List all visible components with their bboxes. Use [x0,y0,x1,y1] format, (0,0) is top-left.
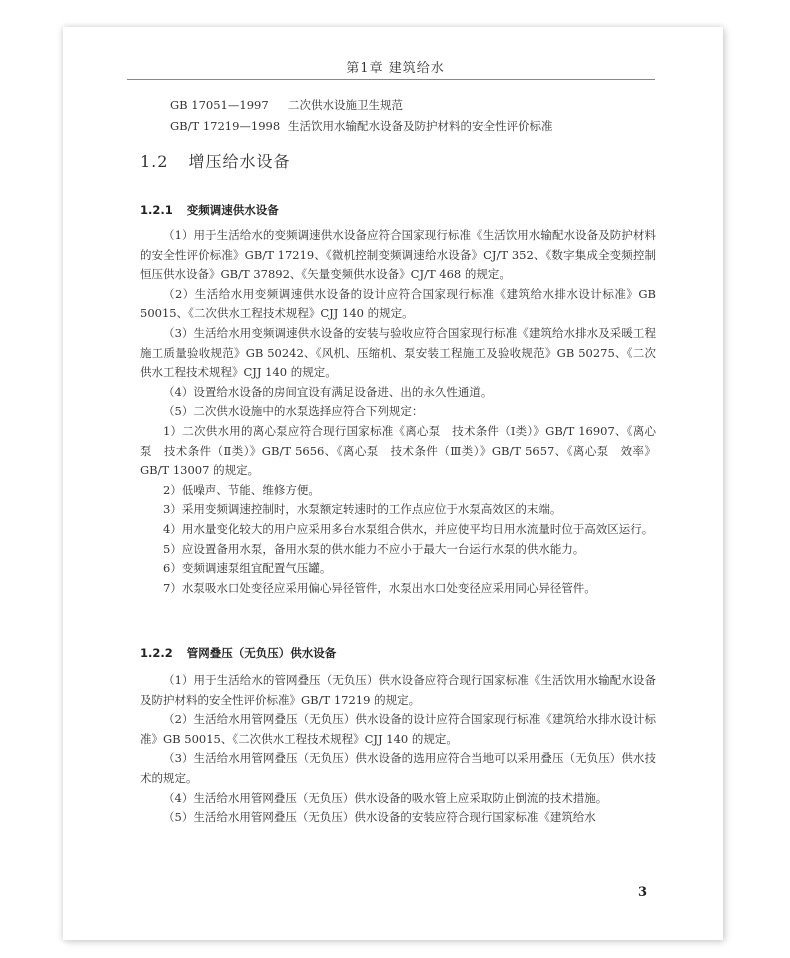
list-item: 5）应设置备用水泵，备用水泵的供水能力不应小于最大一台运行水泵的供水能力。 [163,541,585,556]
standards-list [170,95,553,137]
paragraph: （3）生活给水用变频调速供水设备的安装与验收应符合国家现行标准《建筑给水排水及采暖工程施工质量验收规范》GB 50242、《风机、压缩机、泵安装工程施工及验收规范》GB 50275、《二次供水工程技术规程》CJJ 140 的规定。 [140,325,656,380]
paragraph: （5）生活给水用管网叠压（无负压）供水设备的安装应符合现行国家标准《建筑给水 [163,810,596,825]
list-item: 4）用水量变化较大的用户应采用多台水泵组合供水，并应使平均日用水流量时位于高效区运行。 [163,521,654,536]
paragraph: （2）生活给水用管网叠压（无负压）供水设备的设计应符合国家现行标准《建筑给水排水设计标准》GB 50015、《二次供水工程技术规程》CJJ 140 的规定。 [140,712,656,746]
document-page [63,27,723,940]
list-item: 1）二次供水用的离心泵应符合现行国家标准《离心泵 技术条件（Ⅰ类）》GB/T 16907、《离心泵 技术条件（Ⅱ类）》GB/T 5656、《离心泵 技术条件（Ⅲ类）》GB/T 5657、《离心泵 效率》GB/T 13007 的规定。 [140,423,656,478]
paragraph: （1）用于生活给水的管网叠压（无负压）供水设备应符合现行国家标准《生活饮用水输配水设备及防护材料的安全性评价标准》GB/T 17219 的规定。 [140,673,656,707]
subsection-heading [140,202,279,218]
subsection-heading [140,645,336,661]
standard-code: GB 17051—1997 [170,98,269,112]
subsection-body [140,226,656,598]
list-item: 3）采用变频调速控制时，水泵额定转速时的工作点应位于水泵高效区的末端。 [163,502,562,517]
section-number: 1.2 [140,152,169,171]
subsection-number: 1.2.1 [140,203,173,217]
section-heading [140,149,290,172]
paragraph: （3）生活给水用管网叠压（无负压）供水设备的选用应符合当地可以采用叠压（无负压）供水技术的规定。 [140,751,656,785]
page-number: 3 [638,885,648,900]
list-item: 6）变频调速泵组宜配置气压罐。 [163,561,332,576]
list-item: 2）低噪声、节能、维修方便。 [163,482,320,497]
paragraph: （1）用于生活给水的变频调速供水设备应符合国家现行标准《生活饮用水输配水设备及防护材料的安全性评价标准》GB/T 17219、《微机控制变频调速给水设备》CJ/T 352、《数字集成全变频控制恒压供水设备》GB/T 37892、《矢量变频供水设备》CJ/T 468 的规定。 [140,228,656,282]
standard-row [170,95,553,116]
paragraph: （4）设置给水设备的房间宜设有满足设备进、出的永久性通道。 [163,384,493,399]
standard-row [170,116,553,137]
standard-code: GB/T 17219—1998 [170,119,281,133]
paragraph: （5）二次供水设施中的水泵选择应符合下列规定： [163,404,424,419]
subsection-title: 变频调速供水设备 [186,203,279,217]
paragraph: （4）生活给水用管网叠压（无负压）供水设备的吸水管上应采取防止倒流的技术措施。 [163,790,608,805]
section-title: 增压给水设备 [188,152,291,171]
standard-title: 生活饮用水输配水设备及防护材料的安全性评价标准 [288,119,553,133]
running-head: 第1章 建筑给水 [346,61,445,76]
standard-title: 二次供水设施卫生规范 [288,98,403,112]
subsection-number: 1.2.2 [140,646,173,660]
paragraph: （2）生活给水用变频调速供水设备的设计应符合国家现行标准《建筑给水排水设计标准》GB 50015、《二次供水工程技术规程》CJJ 140 的规定。 [140,286,656,321]
subsection-body [140,671,656,828]
header-rule [127,79,655,80]
list-item: 7）水泵吸水口处变径应采用偏心异径管件，水泵出水口处变径应采用同心异径管件。 [163,580,596,595]
subsection-title: 管网叠压（无负压）供水设备 [186,646,337,660]
